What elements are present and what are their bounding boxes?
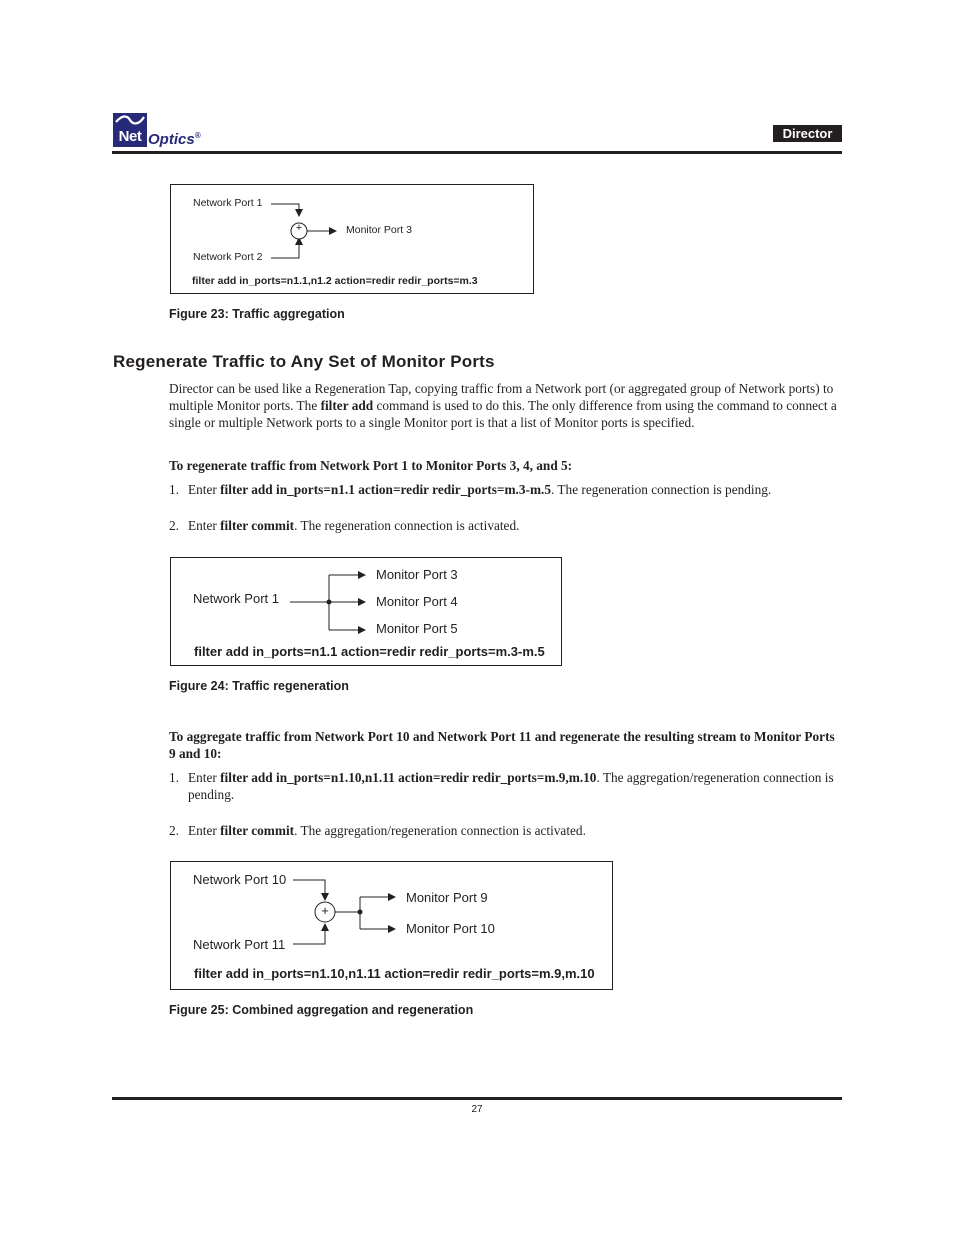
connector-line	[293, 880, 325, 900]
figure-23-box	[170, 184, 534, 294]
monitor-port-5-label: Monitor Port 5	[376, 621, 458, 636]
procedure-2-title: To aggregate traffic from Network Port 10 and Network Port 11 and regenerate the resulting stream to Monitor Ports 9 and 10:	[169, 729, 835, 761]
procedure-1-step-1: 1. Enter filter add in_ports=n1.1 action=redir redir_ports=m.3-m.5. The regeneration connection is pending.	[169, 482, 772, 497]
procedure-1-title: To regenerate traffic from Network Port 1 to Monitor Ports 3, 4, and 5:	[169, 458, 573, 473]
procedure-1-step-2: 2. Enter filter commit. The regeneration connection is activated.	[169, 518, 520, 533]
page-number: 27	[471, 1104, 483, 1115]
network-port-1-label: Network Port 1	[193, 197, 263, 209]
monitor-port-3-label: Monitor Port 3	[376, 567, 458, 582]
network-port-10-label: Network Port 10	[193, 872, 287, 887]
figure-command: filter add in_ports=n1.1,n1.2 action=redir redir_ports=m.3	[192, 275, 478, 287]
figure-24-caption: Figure 24: Traffic regeneration	[169, 679, 349, 693]
product-tag: Director	[773, 125, 842, 142]
monitor-port-9-label: Monitor Port 9	[406, 890, 488, 905]
combine-symbol: +	[321, 903, 329, 918]
section-heading: Regenerate Traffic to Any Set of Monitor Ports	[113, 352, 495, 371]
procedure-2-step-1: 1. Enter filter add in_ports=n1.10,n1.11 action=redir redir_ports=m.9,m.10. The aggregation/regeneration connection is pending.	[169, 770, 834, 802]
section-intro: Director can be used like a Regeneration Tap, copying traffic from a Network port (or aggregated group of Network ports) to multiple Monitor ports. The filter add command is used to do this. The only difference from using the command to connect a single or multiple Network ports to a single Monitor port is that a list of Monitor ports is specified.	[169, 381, 837, 430]
connector-line	[293, 924, 325, 944]
network-port-2-label: Network Port 2	[193, 251, 263, 263]
network-port-1-label: Network Port 1	[193, 591, 279, 606]
monitor-port-3-label: Monitor Port 3	[346, 224, 412, 236]
monitor-port-4-label: Monitor Port 4	[376, 594, 458, 609]
figure-25-box	[170, 861, 613, 990]
footer-rule	[112, 1097, 842, 1100]
figure-23-caption: Figure 23: Traffic aggregation	[169, 307, 345, 321]
combine-symbol: +	[295, 222, 303, 234]
network-port-11-label: Network Port 11	[193, 937, 286, 952]
connector-line	[271, 204, 299, 216]
logo-wave-icon	[113, 113, 147, 127]
connector-line	[271, 238, 299, 258]
logo-text-net: Net	[118, 128, 142, 145]
figure-24-box	[170, 557, 562, 666]
header-rule	[112, 151, 842, 154]
procedure-2-step-2: 2. Enter filter commit. The aggregation/regeneration connection is activated.	[169, 823, 586, 838]
figure-command: filter add in_ports=n1.1 action=redir redir_ports=m.3-m.5	[194, 644, 545, 659]
monitor-port-10-label: Monitor Port 10	[406, 921, 495, 936]
logo-text-optics: Optics®	[148, 131, 201, 148]
figure-command: filter add in_ports=n1.10,n1.11 action=redir redir_ports=m.9,m.10	[194, 966, 595, 981]
figure-25-caption: Figure 25: Combined aggregation and regeneration	[169, 1003, 474, 1017]
